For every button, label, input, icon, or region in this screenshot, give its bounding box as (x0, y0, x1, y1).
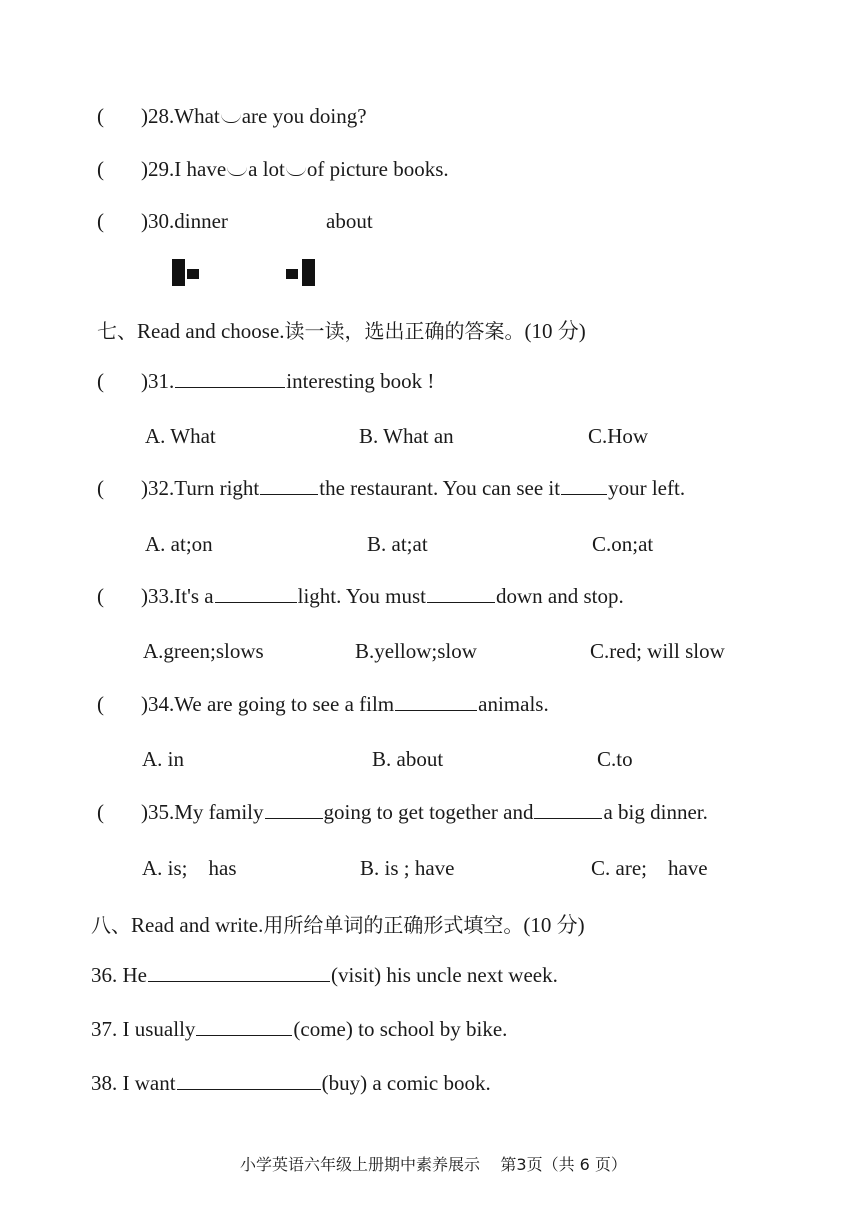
question-text: 36. He (91, 963, 147, 987)
option-b[interactable]: B. is ; have (360, 856, 455, 880)
option-a[interactable]: A. at;on (145, 532, 213, 556)
question-29 (97, 159, 449, 180)
question-number: )35. (141, 800, 175, 824)
question-text: (buy) a comic book. (321, 1071, 491, 1095)
question-37 (91, 1019, 507, 1040)
question-text: down and stop. (496, 584, 624, 608)
fill-blank[interactable] (260, 478, 318, 495)
stress-pattern-icon (286, 259, 318, 287)
option-a[interactable]: A. in (142, 747, 184, 771)
section-8-header: 八、Read and write.用所给单词的正确形式填空。(10 分) (91, 913, 585, 937)
question-number: )33. (141, 584, 175, 608)
question-text: I have (174, 157, 227, 181)
question-number: )32. (141, 476, 175, 500)
question-text: light. You must (297, 584, 426, 608)
option-b[interactable]: B. What an (359, 424, 454, 448)
question-text: 37. I usually (91, 1017, 196, 1041)
option-b[interactable]: B.yellow;slow (355, 639, 477, 663)
question-number: )31. (141, 369, 175, 393)
linking-mark (221, 114, 241, 123)
question-text: are you doing? (241, 104, 367, 128)
question-text: My family (174, 800, 264, 824)
question-text: interesting book ! (286, 369, 435, 393)
question-text: (visit) his uncle next week. (331, 963, 558, 987)
fill-blank[interactable] (561, 478, 607, 495)
option-b[interactable]: B. at;at (367, 532, 428, 556)
question-text: What (174, 104, 220, 128)
question-number: )34. (141, 692, 175, 716)
question-text: animals. (478, 692, 549, 716)
question-text: (come) to school by bike. (293, 1017, 508, 1041)
question-number: )29. (141, 157, 175, 181)
answer-bracket[interactable]: ( (97, 800, 104, 824)
option-c[interactable]: C. are; have (591, 856, 708, 880)
linking-mark (227, 167, 247, 176)
fill-blank[interactable] (148, 965, 330, 982)
section-7-header: 七、Read and choose.读一读，选出正确的答案。(10 分) (97, 319, 586, 343)
answer-bracket[interactable]: ( (97, 692, 104, 716)
question-text: going to get together and (323, 800, 534, 824)
fill-blank[interactable] (215, 586, 297, 603)
question-38 (91, 1073, 491, 1094)
question-30 (97, 211, 228, 232)
option-c[interactable]: C.on;at (592, 532, 654, 556)
fill-blank[interactable] (175, 371, 285, 388)
fill-blank[interactable] (265, 802, 323, 819)
word-1: dinner (174, 209, 228, 233)
option-c[interactable]: C.to (597, 747, 633, 771)
question-text: your left. (608, 476, 686, 500)
answer-bracket[interactable]: ( (97, 104, 104, 128)
option-b[interactable]: B. about (372, 747, 444, 771)
question-text: 38. I want (91, 1071, 176, 1095)
question-text: the restaurant. You can see it (319, 476, 561, 500)
question-number: )30. (141, 209, 175, 233)
fill-blank[interactable] (196, 1019, 292, 1036)
question-text: a lot (248, 157, 285, 181)
question-text: of picture books. (306, 157, 449, 181)
fill-blank[interactable] (177, 1073, 321, 1090)
question-35 (97, 802, 708, 823)
question-32 (97, 478, 685, 499)
answer-bracket[interactable]: ( (97, 157, 104, 181)
question-33 (97, 586, 624, 607)
answer-bracket[interactable]: ( (97, 476, 104, 500)
question-text: It's a (174, 584, 214, 608)
option-c[interactable]: C.red; will slow (590, 639, 725, 663)
question-text: Turn right (174, 476, 260, 500)
stress-pattern-icon (172, 259, 202, 287)
answer-bracket[interactable]: ( (97, 584, 104, 608)
fill-blank[interactable] (395, 694, 477, 711)
question-31 (97, 371, 434, 392)
fill-blank[interactable] (427, 586, 495, 603)
question-28 (97, 106, 367, 127)
question-36 (91, 965, 558, 986)
option-a[interactable]: A. What (145, 424, 216, 448)
question-number: )28. (141, 104, 175, 128)
page-footer: 小学英语六年级上册期中素养展示 第3页（共 6 页） (240, 1155, 627, 1174)
answer-bracket[interactable]: ( (97, 209, 104, 233)
answer-bracket[interactable]: ( (97, 369, 104, 393)
word-2: about (326, 209, 373, 233)
question-text: We are going to see a film (174, 692, 395, 716)
question-34 (97, 694, 549, 715)
linking-mark (286, 167, 306, 176)
fill-blank[interactable] (534, 802, 602, 819)
option-a[interactable]: A.green;slows (143, 639, 264, 663)
option-a[interactable]: A. is; has (142, 856, 237, 880)
option-c[interactable]: C.How (588, 424, 649, 448)
question-text: a big dinner. (603, 800, 708, 824)
